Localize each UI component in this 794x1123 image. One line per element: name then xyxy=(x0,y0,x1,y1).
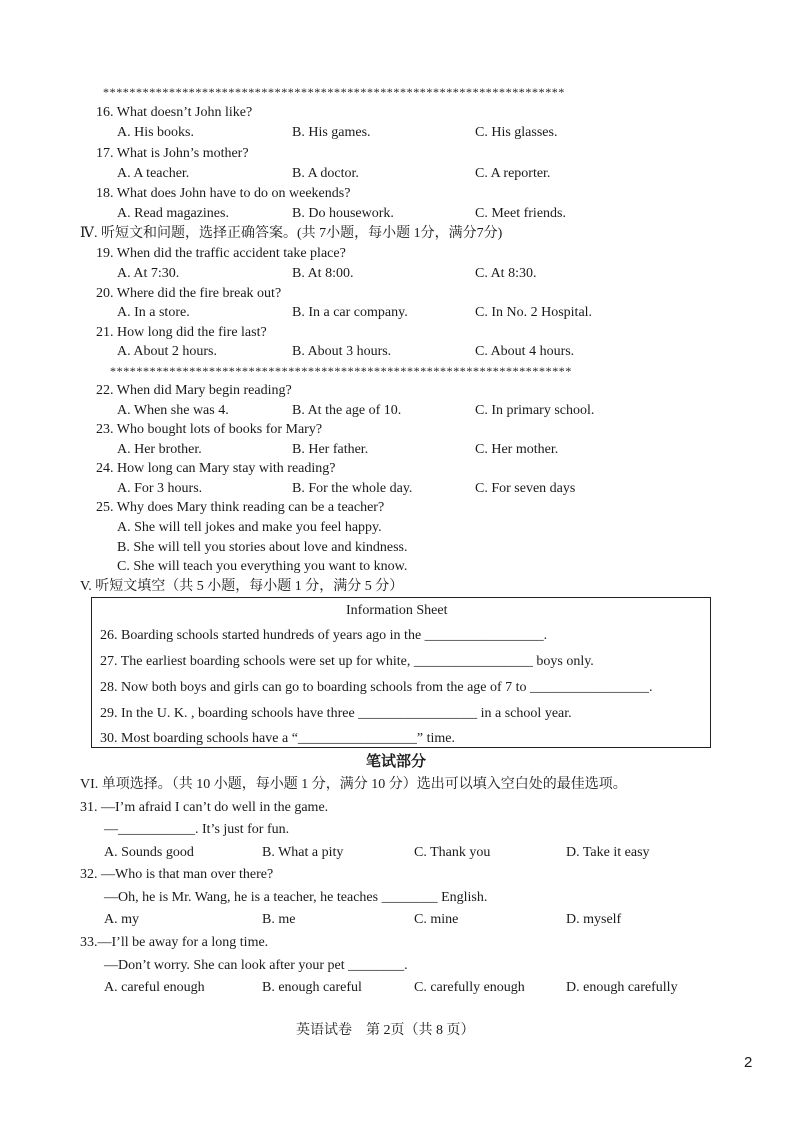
q19-option-b: B. At 8:00. xyxy=(292,266,354,281)
info-line-30: 30. Most boarding schools have a “_________________” time. xyxy=(100,731,456,746)
question-24: 24. How long can Mary stay with reading? xyxy=(96,461,336,476)
question-31: 31. —I’m afraid I can’t do well in the game. xyxy=(80,800,329,815)
info-sheet-title: Information Sheet xyxy=(346,603,448,618)
q31-option-c: C. Thank you xyxy=(414,845,491,860)
q16-option-c: C. His glasses. xyxy=(475,125,558,140)
question-23: 23. Who bought lots of books for Mary? xyxy=(96,422,323,437)
q32-option-d: D. myself xyxy=(566,912,622,927)
q21-option-b: B. About 3 hours. xyxy=(292,344,392,359)
q17-option-b: B. A doctor. xyxy=(292,166,359,181)
q18-option-a: A. Read magazines. xyxy=(117,206,229,221)
q22-option-c: C. In primary school. xyxy=(475,403,595,418)
question-25: 25. Why does Mary think reading can be a teacher? xyxy=(96,500,385,515)
q32-option-a: A. my xyxy=(104,912,139,927)
q32-option-b: B. me xyxy=(262,912,296,927)
q23-option-a: A. Her brother. xyxy=(117,442,202,457)
question-33: 33.—I’ll be away for a long time. xyxy=(80,935,269,950)
info-line-28: 28. Now both boys and girls can go to boarding schools from the age of 7 to _________________. xyxy=(100,680,653,695)
question-19: 19. When did the traffic accident take place? xyxy=(96,246,346,261)
section-5-heading: V. 听短文填空（共 5 小题，每小题 1 分，满分 5 分） xyxy=(80,579,404,594)
q33-option-d: D. enough carefully xyxy=(566,980,678,995)
question-18: 18. What does John have to do on weekends? xyxy=(96,186,351,201)
question-16: 16. What doesn’t John like? xyxy=(96,105,253,120)
q20-option-b: B. In a car company. xyxy=(292,305,408,320)
q31-option-d: D. Take it easy xyxy=(566,845,650,860)
question-31-reply: —___________. It’s just for fun. xyxy=(104,822,290,837)
q21-option-a: A. About 2 hours. xyxy=(117,344,217,359)
info-line-26: 26. Boarding schools started hundreds of years ago in the _________________. xyxy=(100,628,548,643)
page-footer: 英语试卷 第 2页（共 8 页） xyxy=(296,1023,475,1038)
section-6-heading: VI. 单项选择。（共 10 小题，每小题 1 分，满分 10 分）选出可以填入空白处的最佳选项。 xyxy=(80,777,627,792)
separator-stars: ********************************************************************** xyxy=(110,364,572,378)
q25-option-a: A. She will tell jokes and make you feel happy. xyxy=(117,520,382,535)
info-line-27: 27. The earliest boarding schools were set up for white, _________________ boys only. xyxy=(100,654,594,669)
q16-option-b: B. His games. xyxy=(292,125,371,140)
q20-option-a: A. In a store. xyxy=(117,305,190,320)
separator-stars: ********************************************************************** xyxy=(103,85,565,99)
q17-option-c: C. A reporter. xyxy=(475,166,551,181)
information-sheet-box xyxy=(91,597,711,748)
section-4-heading: Ⅳ. 听短文和问题，选择正确答案。(共 7小题，每小题 1分，满分7分) xyxy=(80,226,503,241)
question-21: 21. How long did the fire last? xyxy=(96,325,267,340)
q18-option-b: B. Do housework. xyxy=(292,206,394,221)
q25-option-c: C. She will teach you everything you want to know. xyxy=(117,559,408,574)
q16-option-a: A. His books. xyxy=(117,125,195,140)
q32-option-c: C. mine xyxy=(414,912,459,927)
q19-option-c: C. At 8:30. xyxy=(475,266,537,281)
q22-option-a: A. When she was 4. xyxy=(117,403,229,418)
question-22: 22. When did Mary begin reading? xyxy=(96,383,292,398)
q23-option-b: B. Her father. xyxy=(292,442,369,457)
q20-option-c: C. In No. 2 Hospital. xyxy=(475,305,593,320)
q33-option-a: A. careful enough xyxy=(104,980,205,995)
q33-option-c: C. carefully enough xyxy=(414,980,525,995)
written-part-title: 笔试部分 xyxy=(366,752,427,770)
question-17: 17. What is John’s mother? xyxy=(96,146,249,161)
q19-option-a: A. At 7:30. xyxy=(117,266,180,281)
question-20: 20. Where did the fire break out? xyxy=(96,286,282,301)
q24-option-b: B. For the whole day. xyxy=(292,481,413,496)
question-33-reply: —Don’t worry. She can look after your pet ________. xyxy=(104,958,408,973)
q24-option-c: C. For seven days xyxy=(475,481,576,496)
q31-option-b: B. What a pity xyxy=(262,845,344,860)
q21-option-c: C. About 4 hours. xyxy=(475,344,575,359)
q17-option-a: A. A teacher. xyxy=(117,166,190,181)
page-number: 2 xyxy=(744,1054,753,1071)
q33-option-b: B. enough careful xyxy=(262,980,362,995)
question-32-reply: —Oh, he is Mr. Wang, he is a teacher, he teaches ________ English. xyxy=(104,890,488,905)
question-32: 32. —Who is that man over there? xyxy=(80,867,274,882)
q31-option-a: A. Sounds good xyxy=(104,845,194,860)
q23-option-c: C. Her mother. xyxy=(475,442,559,457)
q18-option-c: C. Meet friends. xyxy=(475,206,566,221)
info-line-29: 29. In the U. K. , boarding schools have three _________________ in a school year. xyxy=(100,706,572,721)
q24-option-a: A. For 3 hours. xyxy=(117,481,203,496)
q22-option-b: B. At the age of 10. xyxy=(292,403,402,418)
q25-option-b: B. She will tell you stories about love and kindness. xyxy=(117,540,408,555)
